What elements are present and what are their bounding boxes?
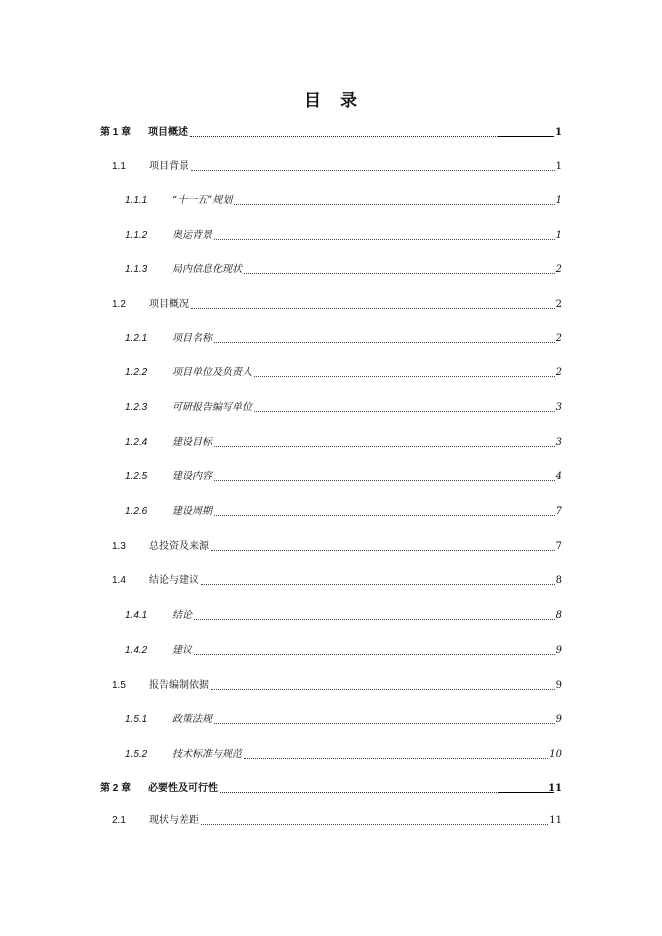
toc-entry-number: 1.2.1 <box>125 333 148 344</box>
toc-entry-title: 报告编制依据 <box>149 680 209 691</box>
toc-entry-number: 1.1.1 <box>125 195 148 206</box>
toc-entry[interactable] <box>112 158 562 174</box>
toc-entry-number: 1.2.2 <box>125 367 148 378</box>
toc-entry-title: 技术标准与规范 <box>172 749 242 760</box>
toc-entry-number: 1.2.3 <box>125 402 148 413</box>
toc-entry-title: 结论 <box>172 610 192 621</box>
toc-entry-page: 11 <box>549 815 562 826</box>
dot-leader <box>191 170 555 171</box>
toc-entry[interactable] <box>125 503 562 519</box>
toc-entry-number: 1.2.6 <box>125 506 148 517</box>
toc-entry[interactable] <box>112 812 562 828</box>
chapter-rule <box>498 136 554 137</box>
dot-leader <box>211 689 555 690</box>
toc-title: 目 录 <box>304 91 358 111</box>
dot-leader <box>194 654 555 655</box>
dot-leader <box>211 550 555 551</box>
dot-leader <box>244 758 548 759</box>
toc-entry-page: 7 <box>555 506 562 517</box>
toc-entry-title: 局内信息化现状 <box>172 264 242 275</box>
toc-entry-page: 1 <box>555 161 562 172</box>
toc-entry-title: 政策法规 <box>172 714 212 725</box>
toc-entry-page: 9 <box>555 645 562 656</box>
toc-entry-number: 第 2 章 <box>100 783 132 794</box>
toc-entry[interactable] <box>125 711 562 727</box>
toc-entry-number: 1.2.5 <box>125 471 148 482</box>
toc-entry[interactable] <box>112 296 562 312</box>
toc-entry-page: 9 <box>555 714 562 725</box>
dot-leader <box>201 584 555 585</box>
toc-entry-page: 2 <box>555 367 562 378</box>
dot-leader <box>191 308 555 309</box>
toc-entry-number: 1.4.1 <box>125 610 148 621</box>
toc-entry-title: 可研报告编写单位 <box>172 402 252 413</box>
toc-entry-page: 2 <box>555 333 562 344</box>
toc-entry-page: 10 <box>549 749 562 760</box>
toc-entry-title: 总投资及来源 <box>149 541 209 552</box>
dot-leader <box>254 411 555 412</box>
toc-entry[interactable] <box>125 192 562 208</box>
toc-entry[interactable] <box>125 607 562 623</box>
dot-leader <box>214 480 555 481</box>
toc-entry-page: 1 <box>555 230 562 241</box>
toc-entry-number: 1.5.1 <box>125 714 148 725</box>
toc-entry[interactable] <box>125 642 562 658</box>
toc-entry-page: 1 <box>555 195 562 206</box>
toc-entry-title: 建议 <box>172 645 192 656</box>
toc-entry[interactable] <box>125 364 562 380</box>
toc-entry[interactable] <box>125 434 562 450</box>
dot-leader <box>214 342 555 343</box>
toc-entry-number: 1.1 <box>112 161 126 172</box>
toc-entry-title: 结论与建议 <box>149 575 199 586</box>
toc-entry-page: 2 <box>555 299 562 310</box>
toc-entry[interactable] <box>125 468 562 484</box>
toc-entry-number: 第 1 章 <box>100 127 132 138</box>
toc-entry-number: 1.4 <box>112 575 126 586</box>
toc-entry-number: 2.1 <box>112 815 126 826</box>
toc-entry-title: 项目概述 <box>148 127 188 138</box>
dot-leader <box>214 723 555 724</box>
toc-entry-title: 项目背景 <box>149 161 189 172</box>
toc-entry-number: 1.5 <box>112 680 126 691</box>
dot-leader <box>214 446 555 447</box>
toc-entry-page: 7 <box>555 541 562 552</box>
toc-entry-title: 建设周期 <box>172 506 212 517</box>
toc-entry[interactable] <box>125 746 562 762</box>
toc-entry-page: 9 <box>555 680 562 691</box>
toc-entry-page: 3 <box>555 402 562 413</box>
toc-entry[interactable] <box>125 330 562 346</box>
toc-entry[interactable] <box>112 538 562 554</box>
chapter-rule <box>498 792 554 793</box>
dot-leader <box>214 239 555 240</box>
toc-entry[interactable] <box>125 399 562 415</box>
toc-entry-title: 项目单位及负责人 <box>172 367 252 378</box>
toc-entry[interactable] <box>112 572 562 588</box>
dot-leader <box>214 515 555 516</box>
toc-entry-number: 1.4.2 <box>125 645 148 656</box>
toc-entry-title: 项目名称 <box>172 333 212 344</box>
dot-leader <box>194 619 555 620</box>
toc-entry-title: 项目概况 <box>149 299 189 310</box>
toc-entry-page: 2 <box>555 264 562 275</box>
dot-leader <box>234 204 554 205</box>
toc-entry-page: 11 <box>548 783 562 794</box>
dot-leader <box>244 273 555 274</box>
dot-leader <box>254 376 555 377</box>
dot-leader <box>201 824 548 825</box>
toc-entry-page: 8 <box>555 575 562 586</box>
toc-entry-number: 1.3 <box>112 541 126 552</box>
toc-entry-title: 现状与差距 <box>149 815 199 826</box>
toc-entry-number: 1.1.2 <box>125 230 148 241</box>
toc-entry-title: 建设内容 <box>172 471 212 482</box>
toc-entry-page: 4 <box>555 471 562 482</box>
toc-entry-number: 1.1.3 <box>125 264 148 275</box>
toc-entry-page: 1 <box>555 127 562 138</box>
toc-entry[interactable] <box>125 227 562 243</box>
toc-entry-number: 1.2 <box>112 299 126 310</box>
toc-entry[interactable] <box>100 780 562 796</box>
toc-entry[interactable] <box>112 677 562 693</box>
toc-entry-number: 1.2.4 <box>125 437 148 448</box>
toc-entry-number: 1.5.2 <box>125 749 148 760</box>
toc-entry-page: 8 <box>555 610 562 621</box>
toc-entry[interactable] <box>125 261 562 277</box>
toc-entry[interactable] <box>100 124 562 140</box>
toc-entry-title: 必要性及可行性 <box>148 783 218 794</box>
toc-entry-title: 奥运背景 <box>172 230 212 241</box>
toc-entry-title: 建设目标 <box>172 437 212 448</box>
toc-entry-title: “十一五”规划 <box>172 195 233 206</box>
toc-entry-page: 3 <box>555 437 562 448</box>
